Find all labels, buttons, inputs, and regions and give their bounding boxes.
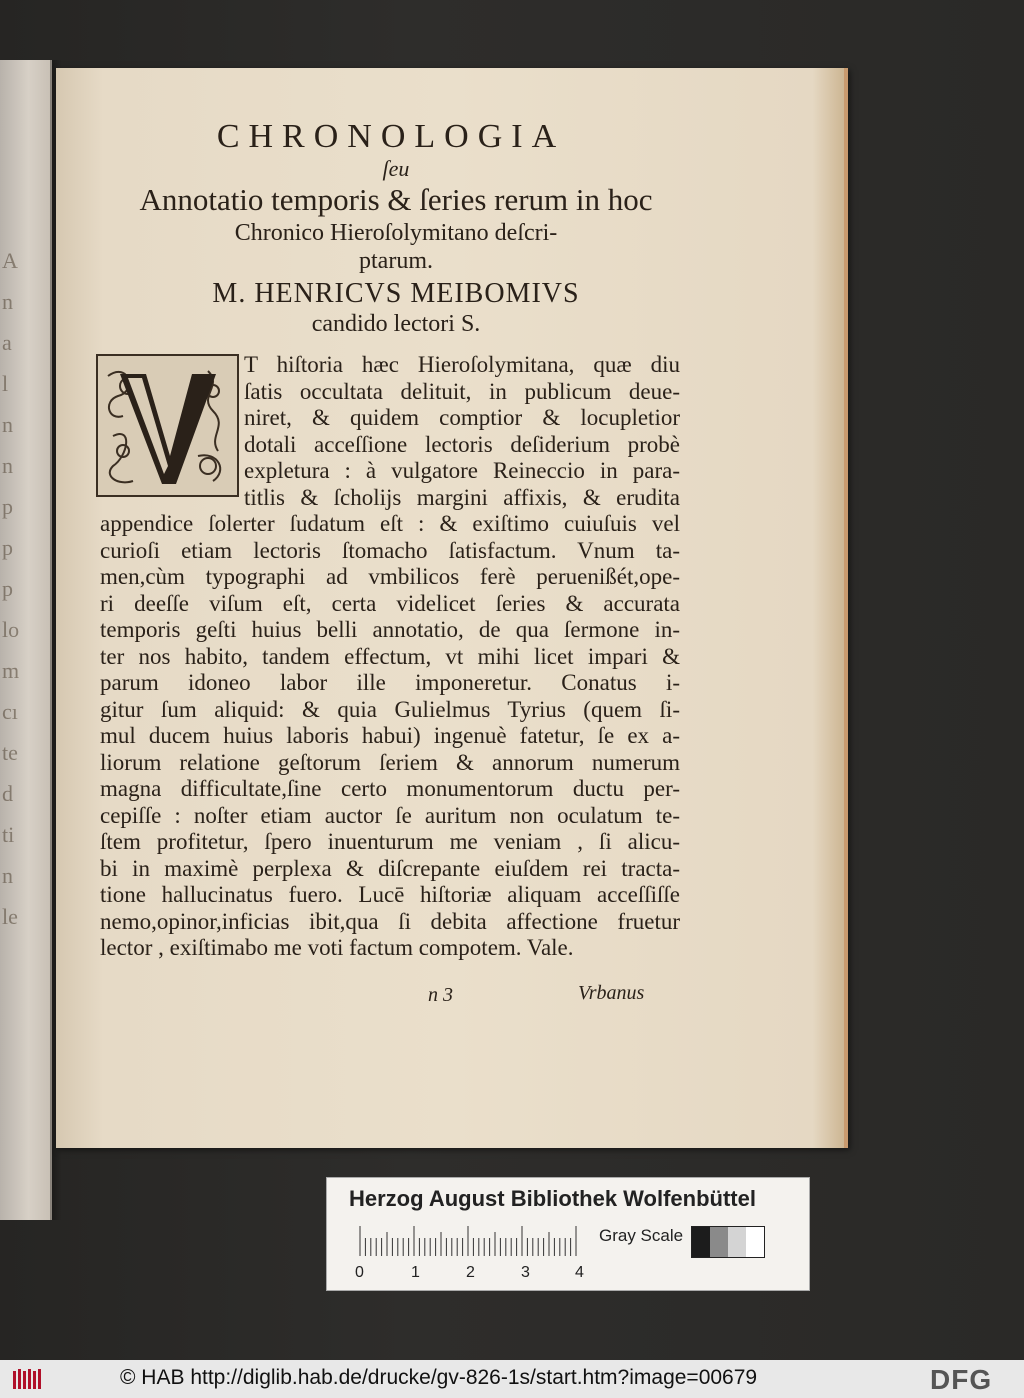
left-page-edge (0, 60, 52, 1220)
body-line: appendice ſolerter ſudatum eſt : & exiſtimo cuiuſuis vel (100, 511, 680, 536)
left-page-fragment: lo (2, 617, 20, 642)
catchword: Vrbanus (578, 982, 645, 1004)
scale-label-2: 2 (466, 1264, 475, 1281)
left-page-fragment: n (2, 453, 13, 478)
left-page-text-fragments (2, 240, 50, 937)
hab-logo-icon (12, 1367, 42, 1391)
gray-swatch (728, 1227, 746, 1257)
body-line: T hiſtoria hæc Hieroſolymitana, quæ diu (244, 352, 680, 377)
left-page-fragment: l (2, 371, 9, 396)
left-page-fragment: A (2, 248, 18, 273)
left-page-fragment: a (2, 330, 12, 355)
body-line: ter nos habito, tandem effectum, vt mihi licet impari & (100, 643, 680, 669)
gray-scale-swatches (691, 1226, 765, 1258)
footer-bar (0, 1360, 1024, 1398)
heading-line-4: ptarum. (359, 248, 433, 274)
signature-mark: n 3 (428, 984, 453, 1006)
body-line: liorum relatione geſtorum ſeriem & annorum numerum (100, 749, 680, 775)
left-page-fragment: te (2, 740, 18, 765)
left-page-fragment: n (2, 863, 13, 888)
gray-swatch (746, 1227, 764, 1257)
left-page-fragment: m (2, 658, 20, 683)
left-page-fragment: cı (2, 699, 18, 724)
scale-label-1: 1 (411, 1264, 420, 1281)
body-line: cepiſſe : noſter etiam auctor ſe auritum non oculatum te- (100, 802, 680, 828)
body-line: temporis geſti huius belli annotatio, de qua ſermone in- (100, 617, 680, 642)
body-line: tione hallucinatus fuero. Lucē hiſtoriæ aliquam acceſſiſſe (100, 882, 680, 907)
book-page (56, 68, 848, 1148)
heading-line-2: Annotatio temporis & ſeries rerum in hoc (139, 182, 653, 217)
left-page-fragment: n (2, 412, 13, 437)
body-line: nemo,opinor,inficias ibit,qua ſi debita affectione fruetur (100, 908, 680, 934)
heading-line-1: ſeu (382, 156, 410, 181)
gray-scale-label: Gray Scale (599, 1226, 684, 1245)
left-page-fragment: p (2, 576, 13, 601)
body-line: titlis & ſcholijs margini affixis, & erudita (244, 484, 680, 510)
left-page-fragment: p (2, 494, 13, 519)
author-line: M. HENRICVS MEIBOMIVS (212, 278, 580, 309)
card-title: Herzog August Bibliothek Wolfenbüttel (349, 1186, 756, 1211)
left-page-fragment: d (2, 781, 13, 806)
body-line: mul ducem huius laboris habui) ingenuè fatetur, ſe ex a- (100, 723, 680, 748)
body-line: gitur ſum aliquid: & quia Gulielmus Tyrius (quem ſi- (100, 696, 680, 722)
scale-label-4: 4 (575, 1264, 584, 1281)
body-line: bi in maximè perplexa & diſcrepante eiuſdem rei tracta- (100, 855, 680, 881)
body-line: lector , exiſtimabo me voti factum compotem. Vale. (100, 935, 574, 960)
left-page-fragment: ti (2, 822, 15, 847)
left-page-fragment: p (2, 535, 13, 560)
left-page-fragment: n (2, 289, 13, 314)
body-line: parum idoneo labor ille imponeretur. Conatus i- (100, 670, 680, 695)
body-line: expletura : à vulgatore Reineccio in para- (244, 458, 680, 483)
body-line: niret, & quidem comptior & locupletior (244, 405, 680, 430)
dedication-line: candido lectori S. (311, 311, 481, 337)
footer-link[interactable]: © HAB http://diglib.hab.de/drucke/gv-826-1s/start.htm?image=00679 (120, 1366, 758, 1389)
page-content (56, 68, 844, 1148)
body-line: ſtem profitetur, ſpero inuenturum me veniam , ſi alicu- (100, 829, 680, 854)
scale-label-0: 0 (355, 1264, 364, 1281)
body-line: ſatis occultata delituit, in publicum deue- (244, 378, 680, 404)
gray-swatch (692, 1227, 710, 1257)
body-text (100, 352, 680, 962)
body-line: ri deeſſe viſum eſt, certa videlicet ſeries & accurata (100, 590, 680, 616)
body-line: curioſi etiam lectoris ſtomacho ſatisfactum. Vnum ta- (100, 537, 680, 563)
gray-swatch (710, 1227, 728, 1257)
left-page-fragment: le (2, 904, 18, 929)
page-title: CHRONOLOGIA (216, 118, 566, 155)
library-color-card (327, 1178, 809, 1290)
body-line: dotali acceſſione lectoris deſiderium probè (244, 431, 680, 457)
scale-label-3: 3 (521, 1264, 530, 1281)
body-line: magna difficultate,ſine certo monumentorum ductu per- (100, 776, 680, 801)
body-line: men,cùm typographi ad vmbilicos ferè peruenißét,ope- (100, 564, 680, 589)
ruler-scale-icon (358, 1226, 580, 1258)
heading-line-3: Chronico Hieroſolymitano deſcri- (234, 220, 558, 246)
dfg-logo: DFG (930, 1364, 993, 1395)
